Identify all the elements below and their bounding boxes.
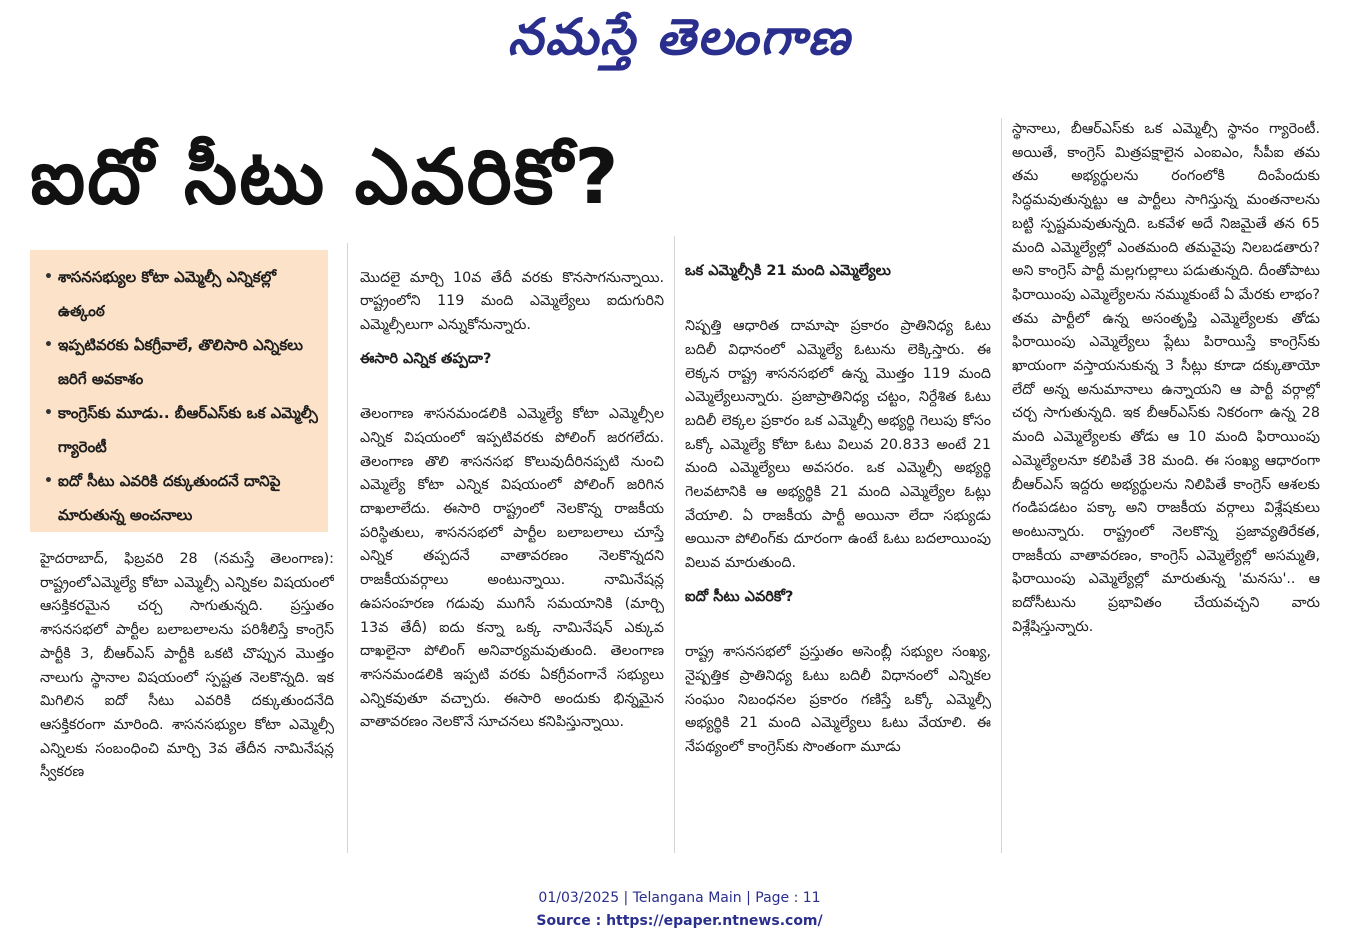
column-divider xyxy=(347,243,348,853)
bullet-icon: • xyxy=(44,269,53,285)
article-column-2 xyxy=(360,243,664,853)
bullet-icon: • xyxy=(44,405,53,421)
article-headline: ఐదో సీటు ఎవరికో? xyxy=(30,132,621,221)
newspaper-masthead: నమస్తే తెలంగాణ xyxy=(507,7,852,66)
subheading-21-mlas: ఒక ఎమ్మెల్సీకి 21 మంది ఎమ్మెల్యేలు xyxy=(685,262,891,279)
column-divider xyxy=(1001,118,1002,853)
article-column-3 xyxy=(685,236,991,853)
subheading-election: ఈసారి ఎన్నిక తప్పదా? xyxy=(360,350,492,367)
bullet-icon: • xyxy=(44,473,53,489)
highlights-box xyxy=(30,250,328,532)
column-3-body-1: నిష్పత్తి ఆధారిత దామాషా ప్రకారం ప్రాతినిధ్య ఓటు బదిలీ విధానంలో ఎమ్మెల్యే ఓటును లెక్కిస్తారు. ఈ లెక్కన రాష్ట్ర శాసనసభలో ఉన్న మొత్తం 119 మంది ఎమ్మెల్యేలున్నారు. ప్రజాప్రాతినిధ్య చట్టం, నిర్దేశిత ఓటు బదిలీ లెక్కల ప్రకారం ఒక ఎమ్మెల్సీ అభ్యర్థి గెలుపు కోసం ఒక్కో ఎమ్మెల్యే కోటా ఓటు విలువ 20.833 అంటే 21 మంది ఎమ్మెల్యేలు అవసరం. ఒక ఎమ్మెల్సీ అభ్యర్థి గెలవటానికి ఆ అభ్యర్థికి 21 మంది ఎమ్మెల్యేల ఓట్లు వేయాలి. ఏ రాజకీయ పార్టీ అయినా లేదా సభ్యుడు అయినా పోలింగ్‌కు దూరంగా ఉంటే ఓటు బదలాయింపు విలువ మారుతుంది. xyxy=(685,318,991,572)
highlight-text: ఇప్పటివరకు ఏకగ్రీవాలే, తొలిసారి ఎన్నికలు జరిగే అవకాశం xyxy=(58,336,303,388)
column-2-intro: మొదలై మార్చి 10వ తేదీ వరకు కొనసాగనున్నాయి. రాష్ట్రంలోని 119 మంది ఎమ్మెల్యేలు ఐదుగురిని ఎమ్మెల్సీలుగా ఎన్నుకోనున్నారు. xyxy=(360,269,664,334)
highlight-item xyxy=(44,464,320,532)
highlight-text: కాంగ్రెస్‌కు మూడు.. బీఆర్‌ఎస్‌కు ఒక ఎమ్మెల్సీ గ్యారెంటీ xyxy=(58,404,318,456)
bullet-icon: • xyxy=(44,337,53,353)
highlight-item xyxy=(44,328,320,396)
subheading-fifth-seat: ఐదో సీటు ఎవరికో? xyxy=(685,588,794,605)
highlight-item xyxy=(44,260,320,328)
column-divider xyxy=(674,236,675,853)
highlight-text: శాసనసభ్యుల కోటా ఎమ్మెల్సీ ఎన్నికల్లో ఉత్కంఠ xyxy=(58,268,277,320)
column-2-body: తెలంగాణ శాసనమండలికి ఎమ్మెల్యే కోటా ఎమ్మెల్సీల ఎన్నిక విషయంలో ఇప్పటివరకు పోలింగ్ జరగలేదు. తెలంగాణ తొలి శాసనసభ కొలువుదీరినప్పటి నుంచి ఎమ్మెల్యే కోటా ఎన్నిక విషయంలో పోలింగ్ జరిగిన దాఖలాలేదు. ఈసారి రాష్ట్రంలో నెలకొన్న రాజకీయ పరిస్థితులు, శాసనసభలో పార్టీల బలాబలాలు చూస్తే ఎన్నిక తప్పదనే వాతావరణం నెలకొన్నదని రాజకీయవర్గాలు అంటున్నాయి. నామినేషన్ల ఉపసంహరణ గడువు ముగిసే సమయానికి (మార్చి 13వ తేదీ) ఐదు కన్నా ఒక్క నామినేషన్ ఎక్కువ దాఖలైనా పోలింగ్ అనివార్యమవుతుంది. తెలంగాణ శాసనమండలికి ఇప్పటి వరకు ఏకగ్రీవంగానే సభ్యులు ఎన్నికవుతూ వచ్చారు. ఈసారి అందుకు భిన్నమైన వాతావరణం నెలకొనే సూచనలు కనిపిస్తున్నాయి. xyxy=(360,406,664,731)
footer-source-link[interactable]: Source : https://epaper.ntnews.com/ xyxy=(536,913,823,929)
column-3-body-2: రాష్ట్ర శాసనసభలో ప్రస్తుతం అసెంబ్లీ సభ్యుల సంఖ్య, నైష్పత్తిక ప్రాతినిధ్య ఓటు బదిలీ విధానంలో ఎన్నికల సంఘం నిబంధనల ప్రకారం గణిస్తే ఒక్కో ఎమ్మెల్సీ అభ్యర్థికి 21 మంది ఎమ్మెల్యేలు ఓటు వేయాలి. ఈ నేపథ్యంలో కాంగ్రెస్‌కు సొంతంగా మూడు xyxy=(685,644,991,756)
article-column-1: హైదరాబాద్, ఫిబ్రవరి 28 (నమస్తే తెలంగాణ): రాష్ట్రంలోఎమ్మెల్యే కోటా ఎమ్మెల్సీ ఎన్నికల విషయంలో ఆసక్తికరమైన చర్చ సాగుతున్నది. ప్రస్తుతం శాసనసభలో పార్టీల బలాబలాలను పరిశీలిస్తే కాంగ్రెస్ పార్టీకి 3, బీఆర్‌ఎస్ పార్టీకి ఒకటి చొప్పున మొత్తం నాలుగు స్థానాల విషయంలో స్పష్టత నెలకొన్నది. ఇక మిగిలిన ఐదో సీటు ఎవరికి దక్కుతుందనేది ఆసక్తికరంగా మారింది. శాసనసభ్యుల కోటా ఎమ్మెల్సీ ఎన్నిలకు సంబంధించి మార్చి 3వ తేదీన నామినేషన్ల స్వీకరణ xyxy=(40,551,334,781)
highlight-item xyxy=(44,396,320,464)
article-column-4: స్థానాలు, బీఆర్‌ఎస్‌కు ఒక ఎమ్మెల్సీ స్థానం గ్యారెంటీ. అయితే, కాంగ్రెస్ మిత్రపక్షాలైన ఎంఐఎం, సీపీఐ తమ తమ అభ్యర్థులను రంగంలోకి దింపేందుకు సిద్ధమవుతున్నట్టు ఆ పార్టీలు సాగిస్తున్న మంతనాలను బట్టి స్పష్టమవుతున్నది. ఒకవేళ అదే నిజమైతే తన 65 మంది ఎమ్మెల్యేల్లో ఎంతమంది తమవైపు నిలబడతారు? అని కాంగ్రెస్ పార్టీ మల్లగుల్లాలు పడుతున్నది. దీంతోపాటు ఫిరాయింపు ఎమ్మెల్యేలను నమ్ముకుంటే ఏ మేరకు లాభం? తమ పార్టీలో ఉన్న అసంతృప్తి ఎమ్మెల్యేలకు తోడు ఫిరాయింపు ఎమ్మెల్యేలు ప్లేటు పిరాయిస్తే కాంగ్రెస్‌కు ఖాయంగా వస్తాయనుకున్న 3 సీట్లు కూడా దక్కుతాయో లేదో అన్న అనుమానాలు ఉన్నాయని ఆ పార్టీ వర్గాల్లో చర్చ సాగుతున్నది. ఇక బీఆర్‌ఎస్‌కు నికరంగా ఉన్న 28 మంది ఎమ్మెల్యేలకు తోడు ఆ 10 మంది ఫిరాయింపు ఎమ్మెల్యేలనూ కలిపితే 38 మంది. ఈ సంఖ్య ఆధారంగా బీఆర్‌ఎస్ ఇద్దరు అభ్యర్థులను నిలిపితే కాంగ్రెస్ ఆశలకు గండిపడటం పక్కా అని రాజకీయ వర్గాలు విశ్లేషకులు అంటున్నారు. రాష్ట్రంలో నెలకొన్న ప్రజావ్యతిరేకత, రాజకీయ వాతావరణం, కాంగ్రెస్ ఎమ్మెల్యేల్లో అసమ్మతి, ఫిరాయింపు ఎమ్మెల్యేల్లో మారుతున్న 'మనసు'.. ఆ ఐదోసీటును ప్రభావితం చేయవచ్చని వారు విశ్లేషిస్తున్నారు. xyxy=(1012,121,1320,635)
highlight-text: ఐదో సీటు ఎవరికి దక్కుతుందనే దానిపై మారుతున్న అంచనాలు xyxy=(58,472,281,524)
footer-date-page: 01/03/2025 | Telangana Main | Page : 11 xyxy=(538,890,821,906)
